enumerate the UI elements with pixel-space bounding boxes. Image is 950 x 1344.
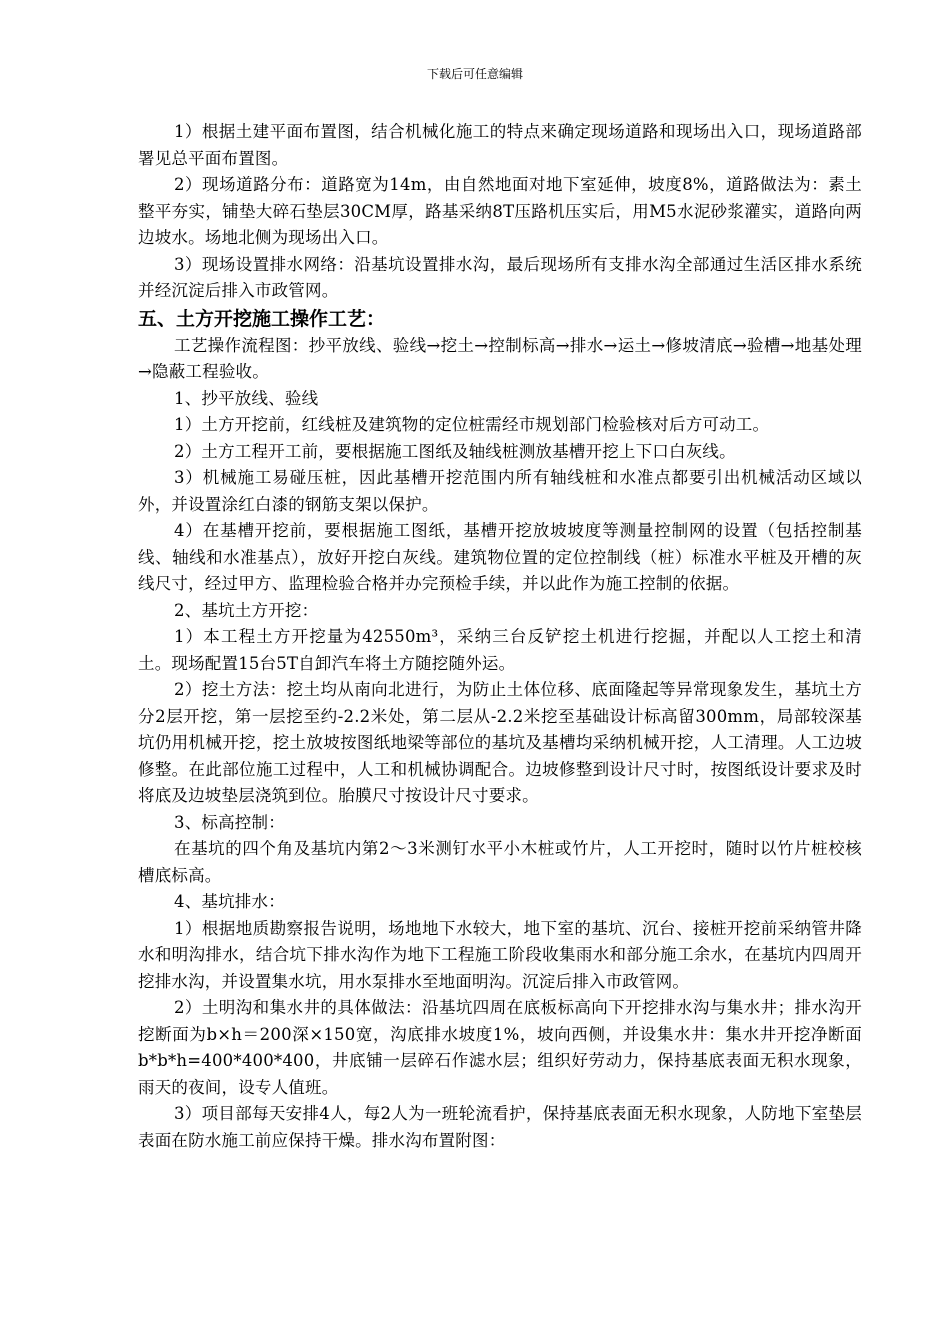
paragraph: 工艺操作流程图：抄平放线、验线→挖土→控制标高→排水→运土→修坡清底→验槽→地基处理→隐蔽工程验收。 — [138, 335, 862, 381]
subheading: 2、基坑土方开挖： — [174, 600, 319, 620]
paragraph: 在基坑的四个角及基坑内第2～3米测钉水平小木桩或竹片，人工开挖时，随时以竹片桩校核槽底标高。 — [138, 839, 862, 885]
paragraph: 1）根据地质勘察报告说明，场地地下水较大，地下室的基坑、沉台、接桩开挖前采纳管井降水和明沟排水，结合坑下排水沟作为地下工程施工阶段收集雨水和部分施工余水，在基坑内四周开挖排水沟，并设置集水坑，用水泵排水至地面明沟。沉淀后排入市政管网。 — [138, 918, 862, 991]
paragraph: 1）本工程土方开挖量为42550m³，采纳三台反铲挖土机进行挖掘，并配以人工挖土和清土。现场配置15台5T自卸汽车将土方随挖随外运。 — [138, 627, 862, 673]
paragraph: 2）现场道路分布：道路宽为14m，由自然地面对地下室延伸，坡度8%，道路做法为：素土整平夯实，铺垫大碎石垫层30CM厚，路基采纳8T压路机压实后，用M5水泥砂浆灌实，道路向两边坡水。场地北侧为现场出入口。 — [138, 175, 862, 247]
subheading: 4、基坑排水： — [174, 892, 285, 911]
document-body — [138, 119, 862, 1154]
subheading: 1、抄平放线、验线 — [174, 388, 319, 408]
paragraph: 4）在基槽开挖前，要根据施工图纸，基槽开挖放坡坡度等测量控制网的设置（包括控制基线、轴线和水准基点），放好开挖白灰线。建筑物位置的定位控制线（桩）标准水平桩及开槽的灰线尺寸，经过甲方、监理检验合格并办完预检手续，并以此作为施工控制的依据。 — [138, 521, 862, 593]
paragraph: 3）现场设置排水网络：沿基坑设置排水沟，最后现场所有支排水沟全部通过生活区排水系统并经沉淀后排入市政管网。 — [138, 254, 862, 300]
subheading: 3、标高控制： — [174, 812, 285, 832]
paragraph: 2）土方工程开工前，要根据施工图纸及轴线桩测放基槽开挖上下口白灰线。 — [174, 441, 736, 461]
paragraph: 3）项目部每天安排4人，每2人为一班轮流看护，保持基底表面无积水现象，人防地下室垫层表面在防水施工前应保持干燥。排水沟布置附图： — [138, 1104, 862, 1150]
paragraph: 1）根据土建平面布置图，结合机械化施工的特点来确定现场道路和现场出入口，现场道路部署见总平面布置图。 — [138, 122, 862, 168]
page-header: 下载后可任意编辑 — [426, 67, 523, 81]
paragraph: 1）土方开挖前，红线桩及建筑物的定位桩需经市规划部门检验核对后方可动工。 — [174, 415, 770, 434]
section-heading: 五、土方开挖施工操作工艺： — [138, 307, 386, 330]
paragraph: 2）挖土方法：挖土均从南向北进行，为防止土体位移、底面隆起等异常现象发生，基坑土方分2层开挖，第一层挖至约-2.2米处，第二层从-2.2米挖至基础设计标高留300mm，局部较深基坑仍用机械开挖，挖土放坡按图纸地梁等部位的基坑及基槽均采纳机械开挖，人工清理。人工边坡修整。在此部位施工过程中，人工和机械协调配合。边坡修整到设计尺寸时，按图纸设计要求及时将底及边坡垫层浇筑到位。胎膜尺寸按设计尺寸要求。 — [138, 680, 862, 805]
paragraph: 2）土明沟和集水井的具体做法：沿基坑四周在底板标高向下开挖排水沟与集水井；排水沟开挖断面为b×h＝200深×150宽，沟底排水坡度1%，坡向西侧，并设集水井：集水井开挖净断面b*b*h=400*400*400，井底铺一层碎石作滤水层；组织好劳动力，保持基底表面无积水现象，雨天的夜间，设专人值班。 — [138, 998, 862, 1097]
paragraph: 3）机械施工易碰压桩，因此基槽开挖范围内所有轴线桩和水准点都要引出机械活动区域以外，并设置涂红白漆的钢筋支架以保护。 — [138, 468, 862, 514]
